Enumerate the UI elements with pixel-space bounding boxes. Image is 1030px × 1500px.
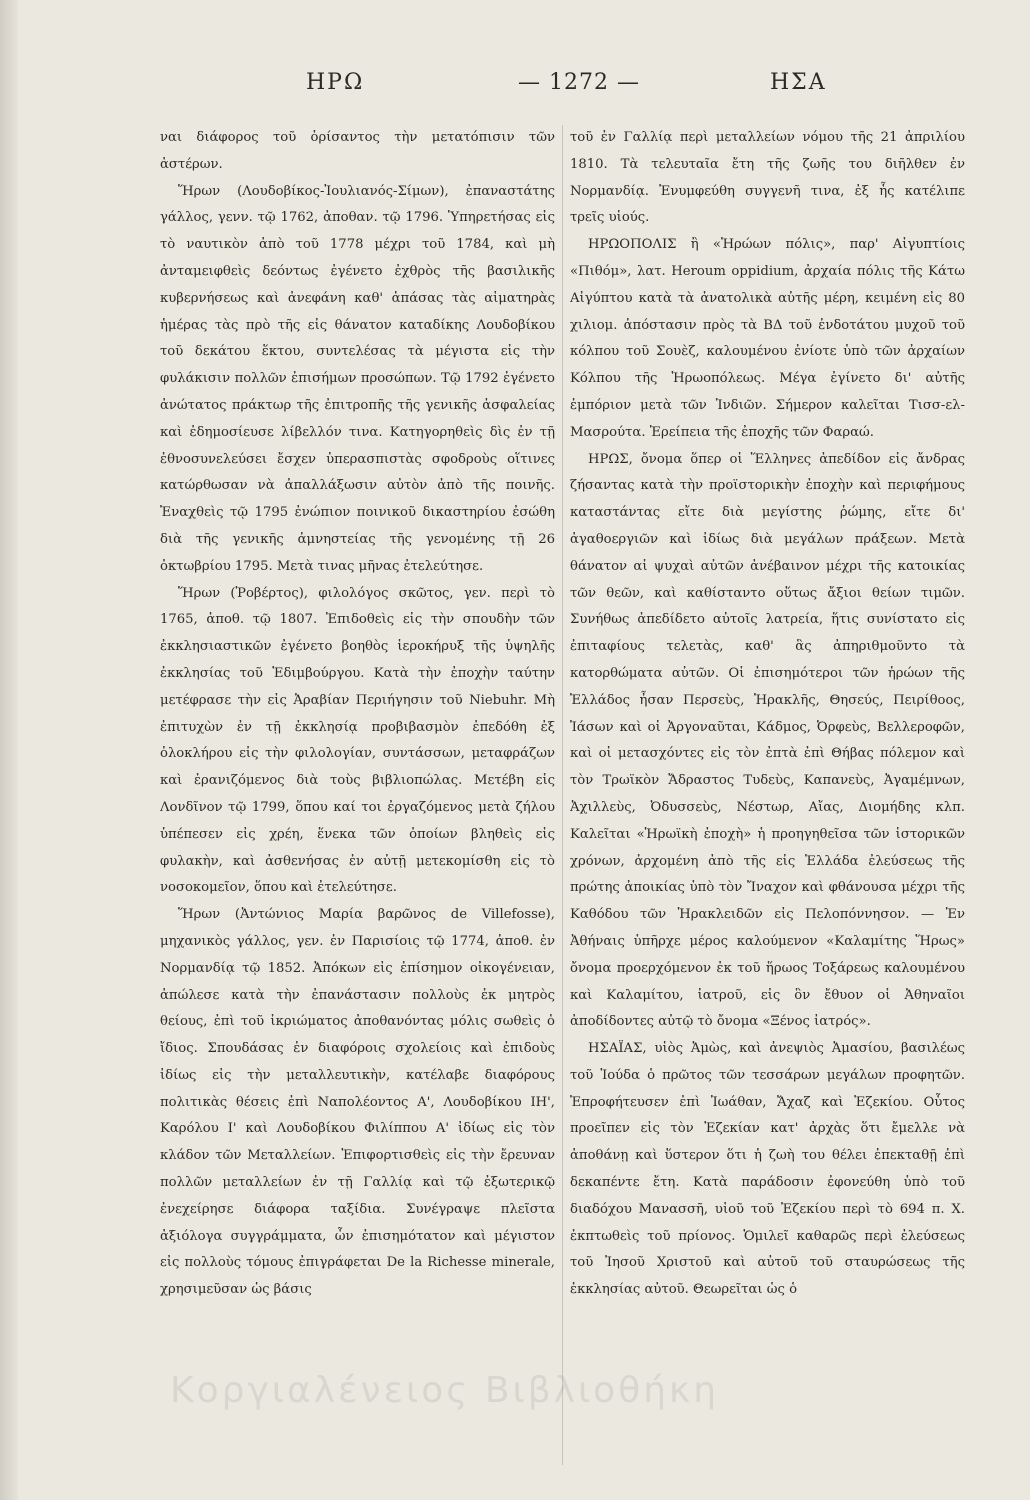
library-watermark: Κοργιαλένειος Βιβλιοθήκη bbox=[170, 1370, 720, 1411]
entry-heron-robert: Ἥρων (Ῥοβέρτος), φιλολόγος σκῶτος, γεν. περὶ τὸ 1765, ἀποθ. τῷ 1807. Ἐπιδοθεὶς εἰς τὴν σπουδὴν τῶν ἐκκλησιαστικῶν ἐγένετο βοηθὸς ἱεροκήρυξ τῆς ὑψηλῆς ἐκκλησίας τοῦ Ἐδιμβούργου. Κατὰ τὴν ἐποχὴν ταύτην μετέφρασε τὴν εἰς Ἀραβίαν Περιήγησιν τοῦ Niebuhr. Μὴ ἐπιτυχὼν ἐν τῇ ἐκκλησίᾳ προβιβασμὸν ἐπεδόθη ἐξ ὁλοκλήρου εἰς τὴν φιλολογίαν, συντάσσων, μεταφράζων καὶ ἐρανιζόμενος διὰ τοὺς βιβλιοπώλας. Μετέβη εἰς Λονδῖνον τῷ 1799, ὅπου καί τοι ἐργαζόμενος μετὰ ζήλου ὑπέπεσεν εἰς χρέη, ἕνεκα τῶν ὁποίων βληθεὶς εἰς φυλακὴν, καὶ ἀσθενήσας ἐν αὐτῇ μετεκομίσθη εἰς τὸ νοσοκομεῖον, ὅπου καὶ ἐτελεύτησε. bbox=[160, 585, 555, 896]
left-paragraph-continued: ναι διάφορος τοῦ ὁρίσαντος τὴν μετατόπισιν τῶν ἀστέρων. bbox=[160, 130, 555, 172]
running-head-right: ΗΣΑ bbox=[770, 70, 827, 95]
entry-heron-antoine: Ἥρων (Ἀντώνιος Μαρία βαρῶνος de Villefosse), μηχανικὸς γάλλος, γεν. ἐν Παρισίοις τῷ 1774, ἀποθ. ἐν Νορμανδίᾳ τῷ 1852. Ἀπόκων εἰς ἐπίσημον οἰκογένειαν, ἀπώλεσε κατὰ τὴν ἐπανάστασιν πολλοὺς ἐκ μητρὸς θείους, ἐπὶ τοῦ ἰκριώματος ἀποθανόντας μόλις σωθεὶς ὁ ἴδιος. Σπουδάσας ἐν διαφόροις σχολείοις καὶ ἐπιδοὺς ἰδίως εἰς τὴν μεταλλευτικὴν, κατέλαβε διαφόρους πολιτικὰς θέσεις ἐπὶ Ναπολέοντος Α', Λουδοβίκου ΙΗ', Καρόλου Ι' καὶ Λουδοβίκου Φιλίππου Α' ἰδίως εἰς τὸν κλάδον τῶν Μεταλλείων. Ἐπιφορτισθεὶς εἰς τὴν ἔρευναν πολλῶν μεταλλείων ἐν τῇ Γαλλίᾳ καὶ τῷ ἐξωτερικῷ ἐνεχείρησε διάφορα ταξίδια. Συνέγραψε πλεῖστα ἀξιόλογα συγγράμματα, ὧν ἐπισημότατον καὶ μέγιστον εἰς πολλοὺς τόμους ἐπιγράφεται De la Richesse minerale, χρησιμεῦσαν ὡς βάσις bbox=[160, 907, 555, 1298]
entry-heros: ΗΡΩΣ, ὄνομα ὅπερ οἱ Ἕλληνες ἀπεδίδον εἰς ἄνδρας ζήσαντας κατὰ τὴν προϊστορικὴν ἐποχὴν καὶ περιφήμους καταστάντας εἴτε διὰ μεγίστης ῥώμης, εἴτε δι' ἀγαθοεργιῶν καὶ ἰδίως διὰ μεγάλων πράξεων. Μετὰ θάνατον αἱ ψυχαὶ αὐτῶν ἀνέβαινον μέχρι τῆς κατοικίας τῶν θεῶν, καὶ καθίσταντο οὕτως ἄξιοι θείων τιμῶν. Συνήθως ἀπεδίδετο αὐτοῖς λατρεία, ἥτις συνίστατο εἰς ἐπιταφίους τελετὰς, καθ' ἃς ἀπηριθμοῦντο τὰ κατορθώματα αὐτῶν. Οἱ ἐπισημότεροι τῶν ἡρώων τῆς Ἑλλάδος ἦσαν Περσεὺς, Ἡρακλῆς, Θησεύς, Πειρίθοος, Ἰάσων καὶ οἱ Ἀργοναῦται, Κάδμος, Ὀρφεὺς, Βελλεροφῶν, καὶ οἱ μετασχόντες εἰς τὸν ἐπτὰ ἐπὶ Θήβας πόλεμον καὶ τὸν Τρωϊκὸν Ἄδραστος Τυδεὺς, Καπανεὺς, Ἀγαμέμνων, Ἀχιλλεὺς, Ὀδυσσεὺς, Νέστωρ, Αἴας, Διομήδης κλπ. Καλεῖται «Ἡρωϊκὴ ἐποχὴ» ἡ προηγηθεῖσα τῶν ἱστορικῶν χρόνων, ἀρχομένη ἀπὸ τῆς εἰς Ἑλλάδα ἐλεύσεως τῆς πρώτης ἀποικίας ὑπὸ τὸν Ἴναχον καὶ φθάνουσα μέχρι τῆς Καθόδου τῶν Ἡρακλειδῶν εἰς Πελοπόννησον. — Ἐν Ἀθήναις ὑπῆρχε μέρος καλούμενον «Καλαμίτης Ἥρως» ὄνομα προερχόμενον ἐκ τοῦ ἥρωος Τοξάρεως καλουμένου καὶ Καλαμίτου, ἰατροῦ, εἰς ὃν ἔθυον οἱ Ἀθηναῖοι ἀποδίδοντες αὐτῷ τὸ ὄνομα «Ξένος ἰατρός». bbox=[570, 451, 965, 1030]
entry-heroopolis: ΗΡΩΟΠΟΛΙΣ ἢ «Ἡρώων πόλις», παρ' Αἰγυπτίοις «Πιθόμ», λατ. Heroum oppidium, ἀρχαία πόλις τῆς Κάτω Αἰγύπτου κατὰ τὰ ἀνατολικὰ αὐτῆς μέρη, κειμένη εἰς 80 χιλιομ. ἀπόστασιν πρὸς τὰ ΒΔ τοῦ ἐνδοτάτου μυχοῦ τοῦ κόλπου τοῦ Σουὲζ, καλουμένου ἐνίοτε ὑπὸ τῶν ἀρχαίων Κόλπου τῆς Ἡρωοπόλεως. Μέγα ἐγίνετο δι' αὐτῆς ἐμπόριον μετὰ τῶν Ἰνδιῶν. Σήμερον καλεῖται Τισσ-ελ-Μασρούτα. Ἐρείπεια τῆς ἐποχῆς τῶν Φαραώ. bbox=[570, 237, 965, 440]
right-paragraph-continued: τοῦ ἐν Γαλλίᾳ περὶ μεταλλείων νόμου τῆς 21 ἀπριλίου 1810. Τὰ τελευταῖα ἔτη τῆς ζωῆς του διῆλθεν ἐν Νορμανδίᾳ. Ἐνυμφεύθη συγγενῆ τινα, ἐξ ἧς κατέλιπε τρεῖς υἱούς. bbox=[570, 130, 965, 226]
page-number: — 1272 — bbox=[518, 70, 640, 95]
entry-heron-louis: Ἥρων (Λουδοβίκος-Ἰουλιανός-Σίμων), ἐπαναστάτης γάλλος, γενν. τῷ 1762, ἀποθαν. τῷ 1796. Ὑπηρετήσας εἰς τὸ ναυτικὸν ἀπὸ τοῦ 1778 μέχρι τοῦ 1784, καὶ μὴ ἀνταμειφθεὶς δεόντως ἐγένετο ἐχθρὸς τῆς βασιλικῆς κυβερνήσεως καὶ ἀνεφάνη καθ' ἁπάσας τὰς αἱματηρὰς ἡμέρας τὰς πρὸ τῆς εἰς θάνατον καταδίκης Λουδοβίκου τοῦ δεκάτου ἕκτου, συντελέσας τὰ μέγιστα εἰς τὴν φυλάκισιν πολλῶν ἐπισήμων προσώπων. Τῷ 1792 ἐγένετο ἀνώτατος πράκτωρ τῆς ἐπιτροπῆς τῆς γενικῆς ἀσφαλείας καὶ ἐδημοσίευσε λίβελλόν τινα. Κατηγορηθεὶς δὶς ἐν τῇ ἐθνοσυνελεύσει ἔσχεν ὑπερασπιστὰς σφοδροὺς οἵτινες κατώρθωσαν νὰ ἀπαλλάξωσιν αὐτὸν ἀπὸ τῆς ποινῆς. Ἐναχθεὶς τῷ 1795 ἐνώπιον ποινικοῦ δικαστηρίου ἐσώθη διὰ τῆς γενικῆς ἀμνηστείας τῆς γενομένης τῇ 26 ὀκτωβρίου 1795. Μετὰ τινας μῆνας ἐτελεύτησε. bbox=[160, 183, 555, 574]
entry-esaias: ΗΣΑΪΑΣ, υἱὸς Ἀμὼς, καὶ ἀνεψιὸς Ἀμασίου, βασιλέως τοῦ Ἰούδα ὁ πρῶτος τῶν τεσσάρων μεγάλων προφητῶν. Ἐπροφήτευσεν ἐπὶ Ἰωάθαν, Ἄχαζ καὶ Ἐζεκίου. Οὗτος προεῖπεν εἰς τὸν Ἐζεκίαν κατ' ἀρχὰς ὅτι ἔμελλε νὰ ἀποθάνῃ καὶ ὕστερον ὅτι ἡ ζωὴ του θέλει ἐπεκταθῇ ἐπὶ δεκαπέντε ἔτη. Κατὰ παράδοσιν ἐφονεύθη ὑπὸ τοῦ διαδόχου Μανασσῆ, υἱοῦ τοῦ Ἐζεκίου περὶ τὸ 694 π. Χ. ἐκπτωθεὶς τοῦ πρίονος. Ὁμιλεῖ καθαρῶς περὶ ἐλεύσεως τοῦ Ἰησοῦ Χριστοῦ καὶ αὐτοῦ τοῦ σταυρώσεως τῆς ἐκκλησίας αὐτοῦ. Θεωρεῖται ὡς ὁ bbox=[570, 1041, 965, 1298]
page-edge bbox=[0, 0, 18, 1500]
column-divider bbox=[562, 125, 563, 1465]
left-column bbox=[160, 125, 555, 1475]
running-head-left: ΗΡΩ bbox=[306, 70, 365, 95]
page-header bbox=[150, 70, 970, 110]
right-column bbox=[570, 125, 965, 1475]
